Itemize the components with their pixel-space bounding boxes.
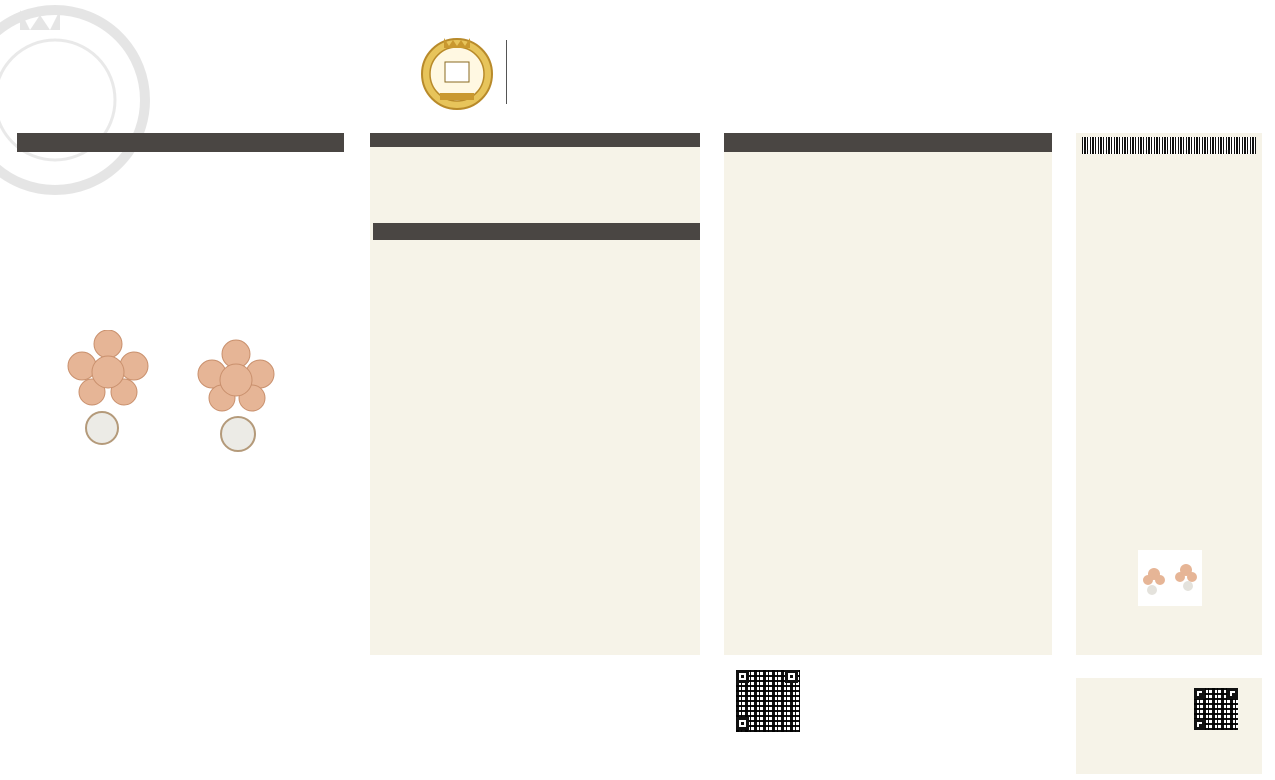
watermark-seal xyxy=(0,0,170,210)
card-thumbnail xyxy=(1138,550,1202,606)
photo-title xyxy=(17,133,344,152)
stub-weight xyxy=(1087,705,1107,713)
grading-title xyxy=(724,133,1052,152)
qr-code[interactable] xyxy=(736,670,800,732)
cgl-seal-logo xyxy=(418,30,496,112)
stub-cgl xyxy=(1087,694,1099,702)
report-title xyxy=(370,133,700,147)
stub-qr-code[interactable] xyxy=(1194,688,1238,730)
report-panel xyxy=(370,133,700,655)
earrings-photo[interactable] xyxy=(60,330,290,460)
grading-scales xyxy=(724,188,1052,608)
logo-divider xyxy=(506,40,507,104)
description-title xyxy=(373,223,700,240)
barcode xyxy=(1082,137,1256,154)
